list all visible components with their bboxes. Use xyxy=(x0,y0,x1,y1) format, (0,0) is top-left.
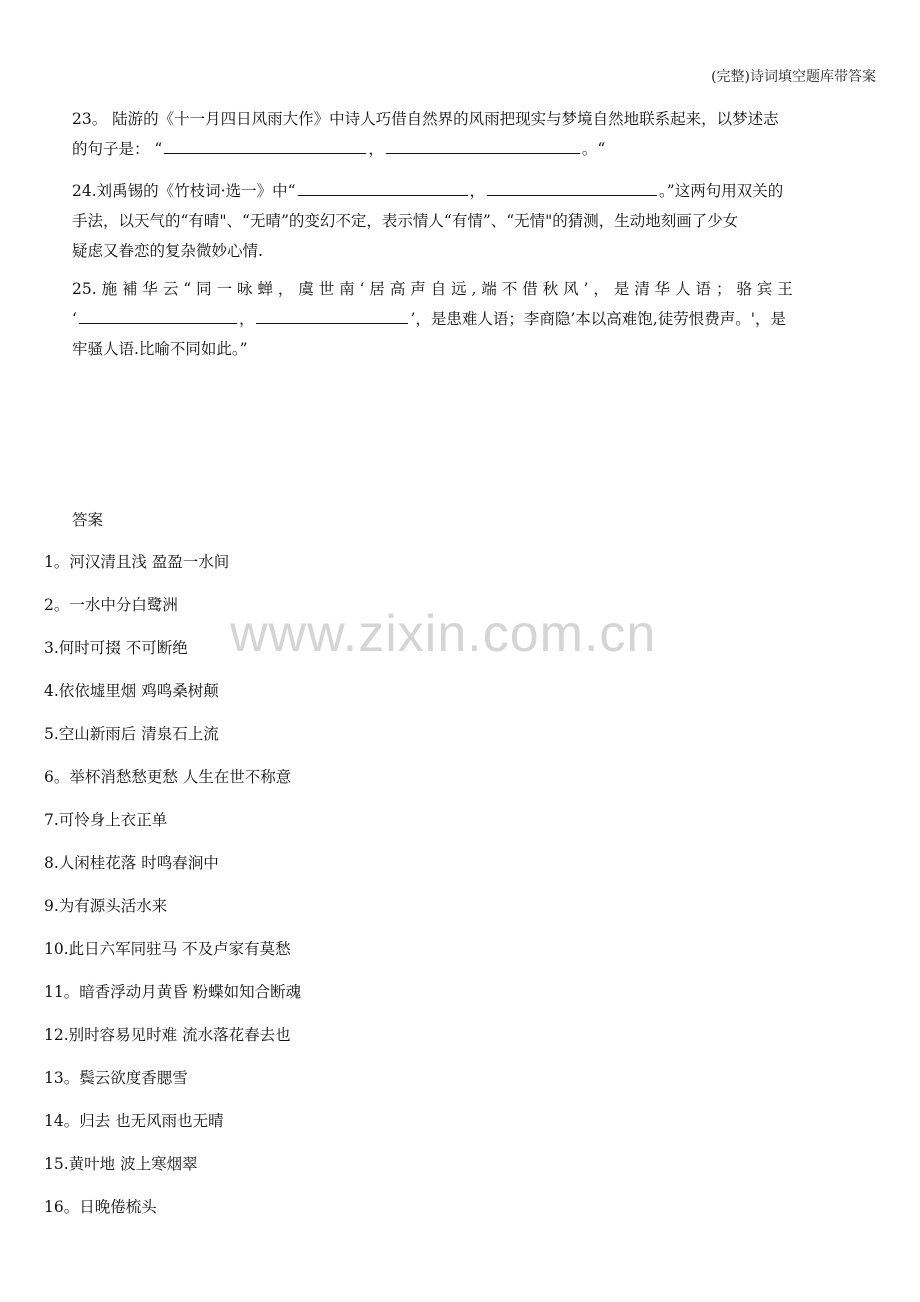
question-24-prefix: 24.刘禹锡的《竹枝词·选一》中“ xyxy=(72,182,296,200)
fill-blank[interactable] xyxy=(256,305,408,324)
answer-item: 3.何时可掇 不可断绝 xyxy=(44,639,188,657)
answer-item: 8.人闲桂花落 时鸣春涧中 xyxy=(44,854,219,872)
answer-item: 1。河汉清且浅 盈盈一水间 xyxy=(44,553,230,571)
question-25-prefix: ‘ xyxy=(72,310,77,328)
answers-title: 答案 xyxy=(72,511,104,529)
watermark: www.zixin.com.cn xyxy=(230,605,657,663)
answer-item: 12.别时容易见时难 流水落花春去也 xyxy=(44,1026,291,1044)
question-25-line-2 xyxy=(72,304,875,334)
question-25 xyxy=(72,274,875,364)
question-23-separator: ， xyxy=(368,140,384,158)
answer-item: 10.此日六军同驻马 不及卢家有莫愁 xyxy=(44,940,291,958)
fill-blank[interactable] xyxy=(298,177,468,196)
answer-item: 9.为有源头活水来 xyxy=(44,897,168,915)
answer-item: 16。日晚倦梳头 xyxy=(44,1198,157,1216)
question-23-line-1: 23。 陆游的《十一月四日风雨大作》中诗人巧借自然界的风雨把现实与梦境自然地联系起来，以梦述志 xyxy=(72,110,779,128)
answer-item: 6。举杯消愁愁更愁 人生在世不称意 xyxy=(44,768,292,786)
answer-item: 4.依依墟里烟 鸡鸣桑树颠 xyxy=(44,682,219,700)
question-24-line-2: 手法，以天气的“有晴"、“无晴”的变幻不定，表示情人“有情”、“无情"的猜测，生动地刻画了少女 xyxy=(72,212,739,230)
question-23 xyxy=(72,104,875,164)
question-24-line-1 xyxy=(72,176,875,206)
fill-blank[interactable] xyxy=(487,177,657,196)
question-23-prefix: 的句子是： “ xyxy=(72,140,163,158)
question-25-line-3: 牢骚人语.比喻不同如此。” xyxy=(72,340,248,358)
answer-item: 15.黄叶地 波上寒烟翠 xyxy=(44,1155,198,1173)
answer-item: 7.可怜身上衣正单 xyxy=(44,811,168,829)
question-25-separator: ， xyxy=(238,310,255,328)
fill-blank[interactable] xyxy=(164,135,366,154)
page-header-title: (完整)诗词填空题库带答案 xyxy=(711,69,876,85)
question-24-separator: ， xyxy=(469,182,486,200)
question-23-line-2 xyxy=(72,134,875,164)
question-24-line-3: 疑虑又眷恋的复杂微妙心情. xyxy=(72,242,263,260)
answer-item: 14。归去 也无风雨也无晴 xyxy=(44,1112,224,1130)
fill-blank[interactable] xyxy=(386,135,580,154)
answer-item: 11。暗香浮动月黄昏 粉蝶如知合断魂 xyxy=(44,983,302,1001)
question-24-mid: 。”这两句用双关的 xyxy=(659,182,784,200)
question-24 xyxy=(72,176,875,266)
question-25-line-1: 25. 施 補 华 云 “ 同 一 咏 蝉 ， 虞 世 南 ‘ 居 高 声 自 远 , 端 不 借 秋 风 ’ ， 是 清 华 人 语 ； 骆 宾 王 xyxy=(72,280,793,298)
question-23-end: 。“ xyxy=(581,140,606,158)
answer-item: 2。一水中分白鹭洲 xyxy=(44,596,178,614)
answer-item: 13。鬓云欲度香腮雪 xyxy=(44,1069,188,1087)
fill-blank[interactable] xyxy=(79,305,237,324)
question-25-mid: ’，是患难人语；李商隐’本以高难饱,徒劳恨费声。'，是 xyxy=(410,310,786,328)
answer-item: 5.空山新雨后 清泉石上流 xyxy=(44,725,219,743)
